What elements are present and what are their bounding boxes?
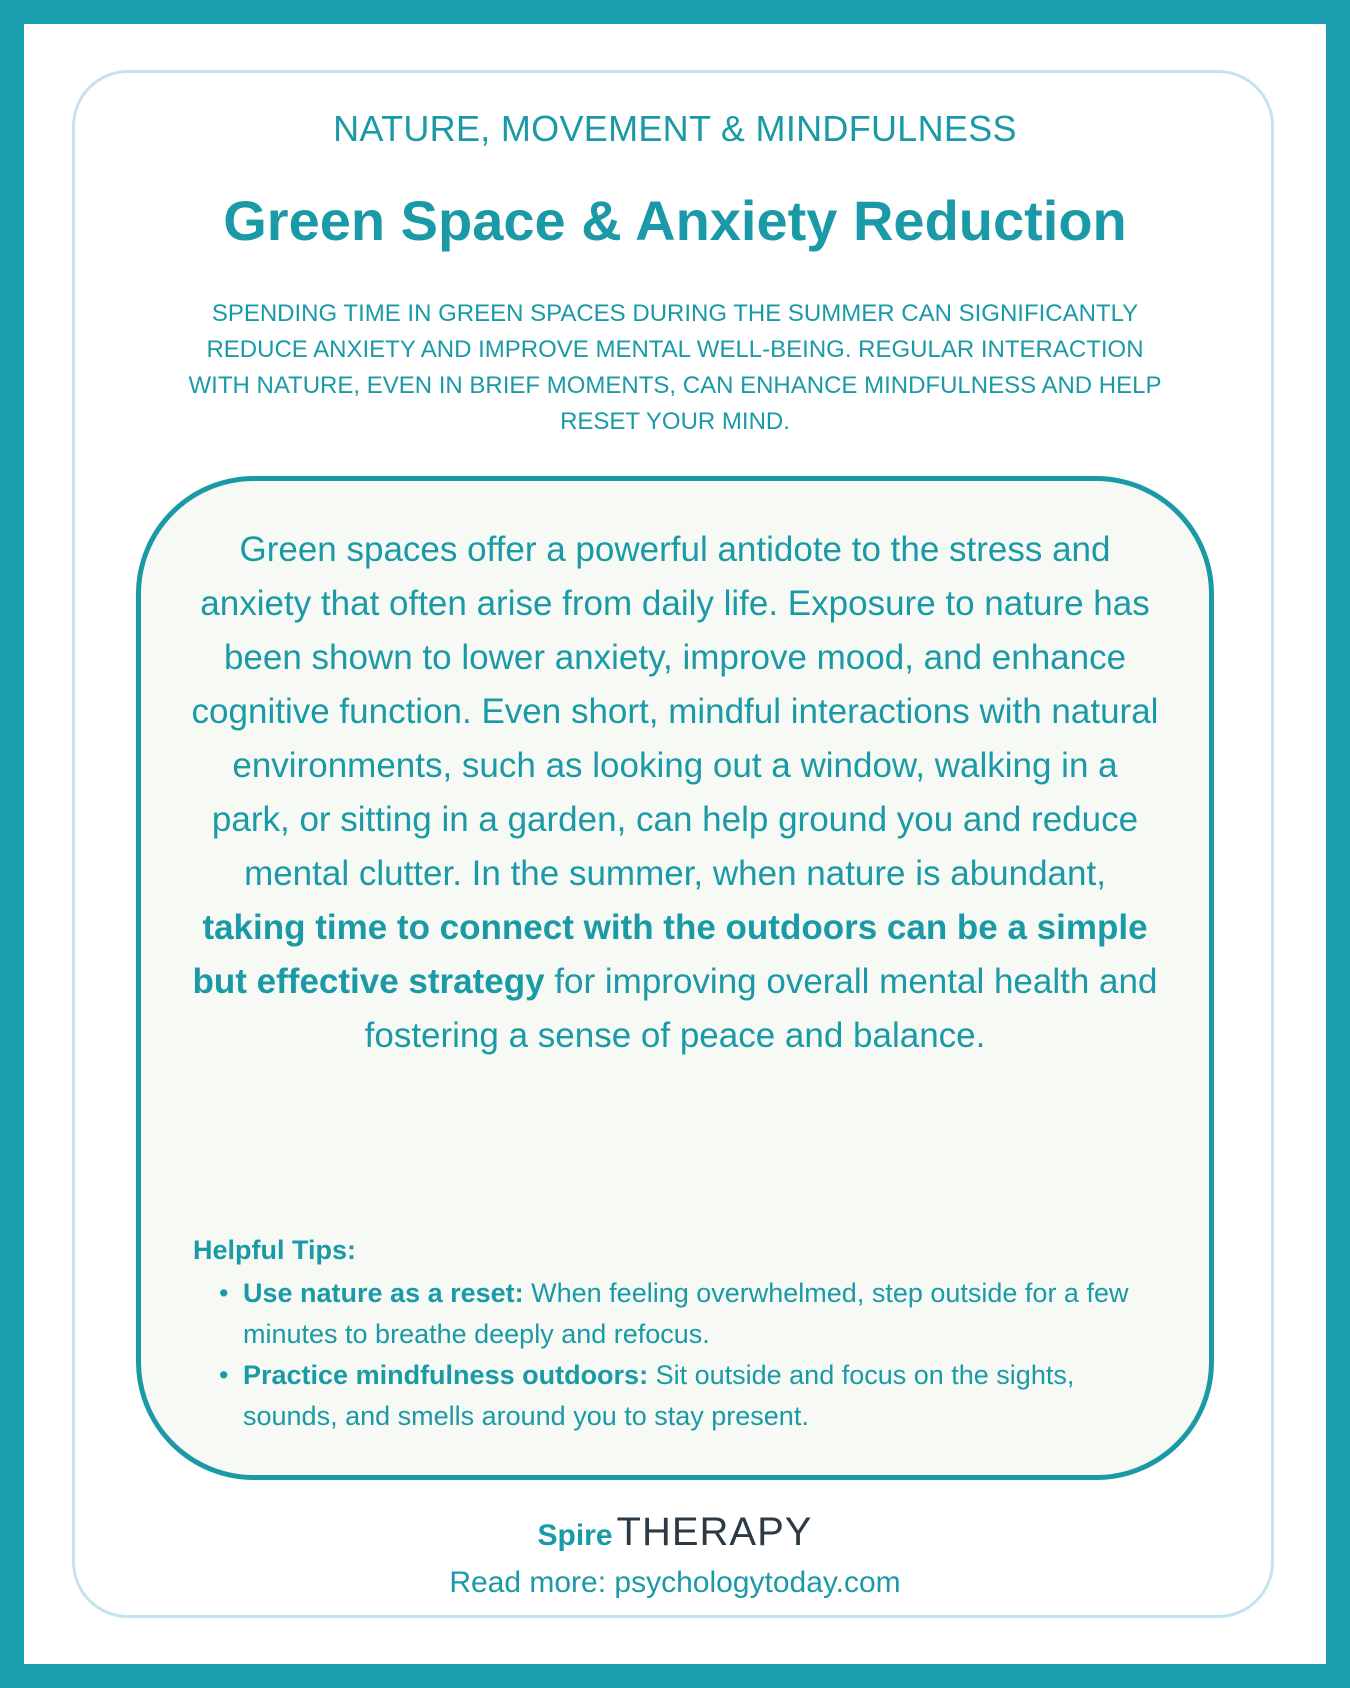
tips-list — [193, 1273, 1173, 1437]
panel-body-text — [189, 523, 1161, 1063]
tip-label: Use nature as a reset: — [243, 1278, 524, 1308]
tip-item — [193, 1355, 1173, 1437]
tip-text: Sit outside and focus on the sights, sounds, and smells around you to stay present. — [243, 1360, 1075, 1431]
info-panel — [136, 476, 1214, 1480]
tip-label: Practice mindfulness outdoors: — [243, 1360, 649, 1390]
brand-therapy: THERAPY — [616, 1510, 813, 1554]
brand-logo — [0, 1510, 1350, 1555]
tip-item — [193, 1273, 1173, 1355]
intro-paragraph: SPENDING TIME IN GREEN SPACES DURING THE SUMMER CAN SIGNIFICANTLY REDUCE ANXIETY AND IMPROVE MENTAL WELL-BEING. REGULAR INTERACTION WITH NATURE, EVEN IN BRIEF MOMENTS, CAN ENHANCE MINDFULNESS AND HELP RESET YOUR MIND. — [188, 300, 1162, 435]
brand-spire: Spire — [537, 1519, 613, 1552]
body-text-emphasis: taking time to connect with the outdoors can be a simple but effective strategy — [192, 908, 1148, 1001]
kicker-heading: NATURE, MOVEMENT & MINDFULNESS — [333, 108, 1017, 149]
body-text-part1: Green spaces offer a powerful antidote to the stress and anxiety that often arise from daily life. Exposure to nature has been shown to lower anxiety, improve mood, and enhance cognitive function. Even short, mindful interactions with natural environments, such as looking out a window, walking in a park, or sitting in a garden, can help ground you and reduce mental clutter. In the summer, when nature is abundant, — [191, 530, 1159, 893]
bullet-icon: • — [219, 1360, 229, 1390]
tip-text: When feeling overwhelmed, step outside for a few minutes to breathe deeply and refocus. — [243, 1278, 1129, 1349]
tips-heading: Helpful Tips: — [193, 1235, 357, 1265]
body-text-part2: for improving overall mental health and fostering a sense of peace and balance. — [364, 962, 1158, 1055]
page-title: Green Space & Anxiety Reduction — [223, 189, 1127, 252]
read-more-link[interactable]: Read more: psychologytoday.com — [449, 1566, 901, 1599]
bullet-icon: • — [219, 1278, 229, 1308]
